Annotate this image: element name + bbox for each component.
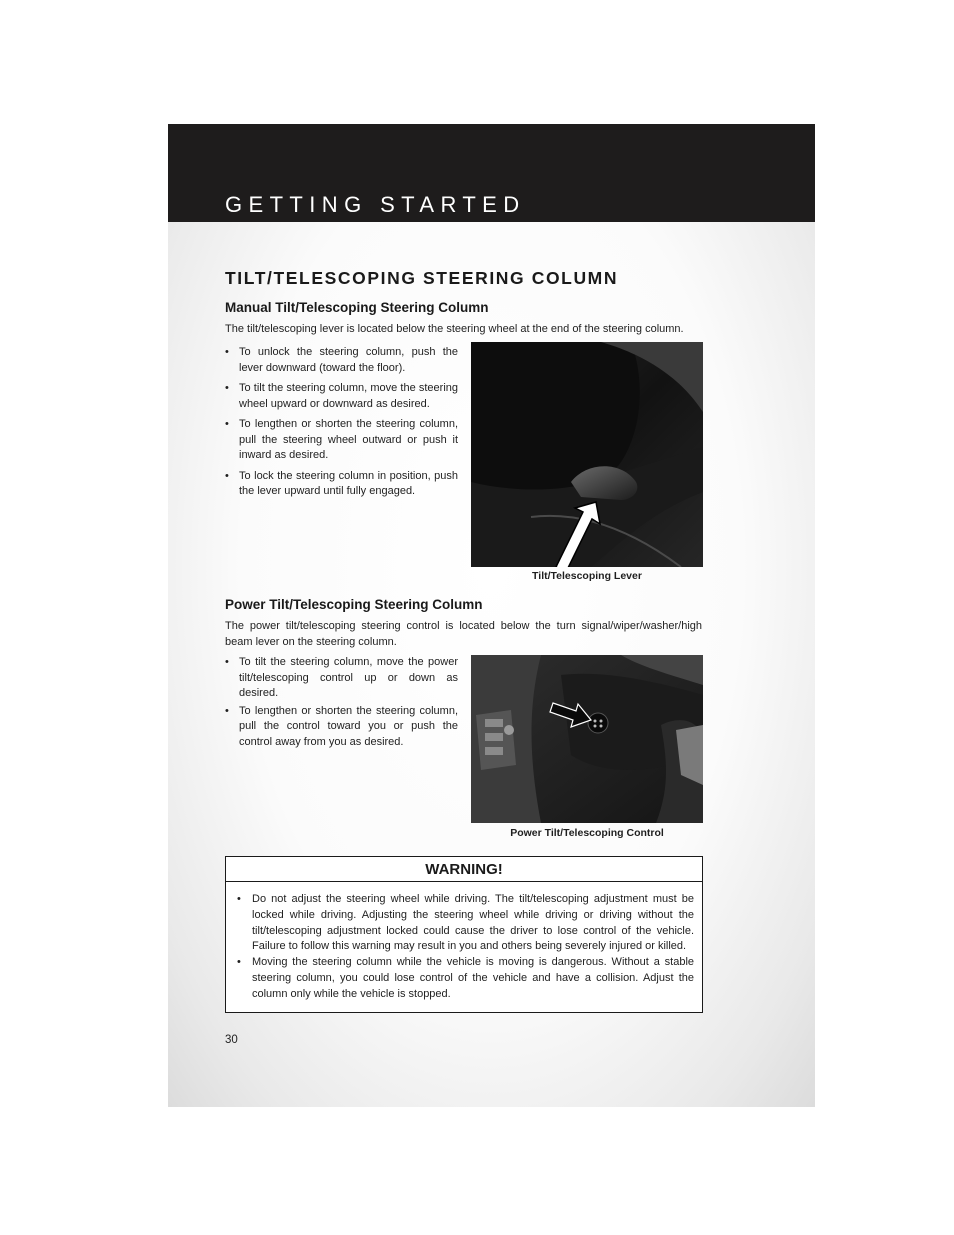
- warning-box: [225, 856, 703, 1013]
- power-heading: Power Tilt/Telescoping Steering Column: [225, 597, 483, 612]
- power-control-caption: Power Tilt/Telescoping Control: [510, 827, 664, 839]
- manual-bullet: • To tilt the steering column, move the steering wheel upward or downward as desired.: [225, 381, 458, 412]
- warning-item: • Do not adjust the steering wheel while driving. The tilt/telescoping adjustment must be locked while driving. Adjusting the steering wheel while driving or driving without the tilt/telescoping adjustment locked could cause the driver to lose control of the vehicle. Failure to follow this warning may result in you and others being severely injured or killed.: [237, 892, 694, 955]
- power-control-photo: [471, 655, 703, 823]
- power-bullet-list: [225, 655, 458, 755]
- manual-bullet: • To unlock the steering column, push the lever downward (toward the floor).: [225, 345, 458, 376]
- page-title: TILT/TELESCOPING STEERING COLUMN: [225, 268, 619, 288]
- manual-intro: The tilt/telescoping lever is located below the steering wheel at the end of the steering column.: [225, 323, 684, 335]
- power-bullet: • To lengthen or shorten the steering column, pull the control toward you or push the control away from you as desired.: [225, 704, 458, 751]
- tilt-lever-photo: [471, 342, 703, 567]
- manual-bullet: • To lock the steering column in position, push the lever upward until fully engaged.: [225, 469, 458, 500]
- warning-title: WARNING!: [226, 857, 702, 882]
- tilt-lever-illustration: [471, 342, 703, 567]
- warning-item: • Moving the steering column while the vehicle is moving is dangerous. Without a stable steering column, you could lose control of the vehicle and have a collision. Adjust the column only while the vehicle is stopped.: [237, 955, 694, 1002]
- power-control-illustration: [471, 655, 703, 823]
- page-number: 30: [225, 1034, 238, 1046]
- section-header: GETTING STARTED: [225, 192, 526, 217]
- manual-bullet: • To lengthen or shorten the steering column, pull the steering wheel outward or push it inward as desired.: [225, 417, 458, 464]
- manual-page: [168, 124, 815, 1107]
- power-bullet: • To tilt the steering column, move the power tilt/telescoping control up or down as desired.: [225, 655, 458, 702]
- power-intro: The power tilt/telescoping steering control is located below the turn signal/wiper/washer/high beam lever on the steering column.: [225, 620, 702, 648]
- manual-heading: Manual Tilt/Telescoping Steering Column: [225, 300, 489, 315]
- warning-list: [226, 882, 702, 1003]
- manual-bullet-list: [225, 345, 458, 505]
- tilt-lever-caption: Tilt/Telescoping Lever: [532, 570, 642, 582]
